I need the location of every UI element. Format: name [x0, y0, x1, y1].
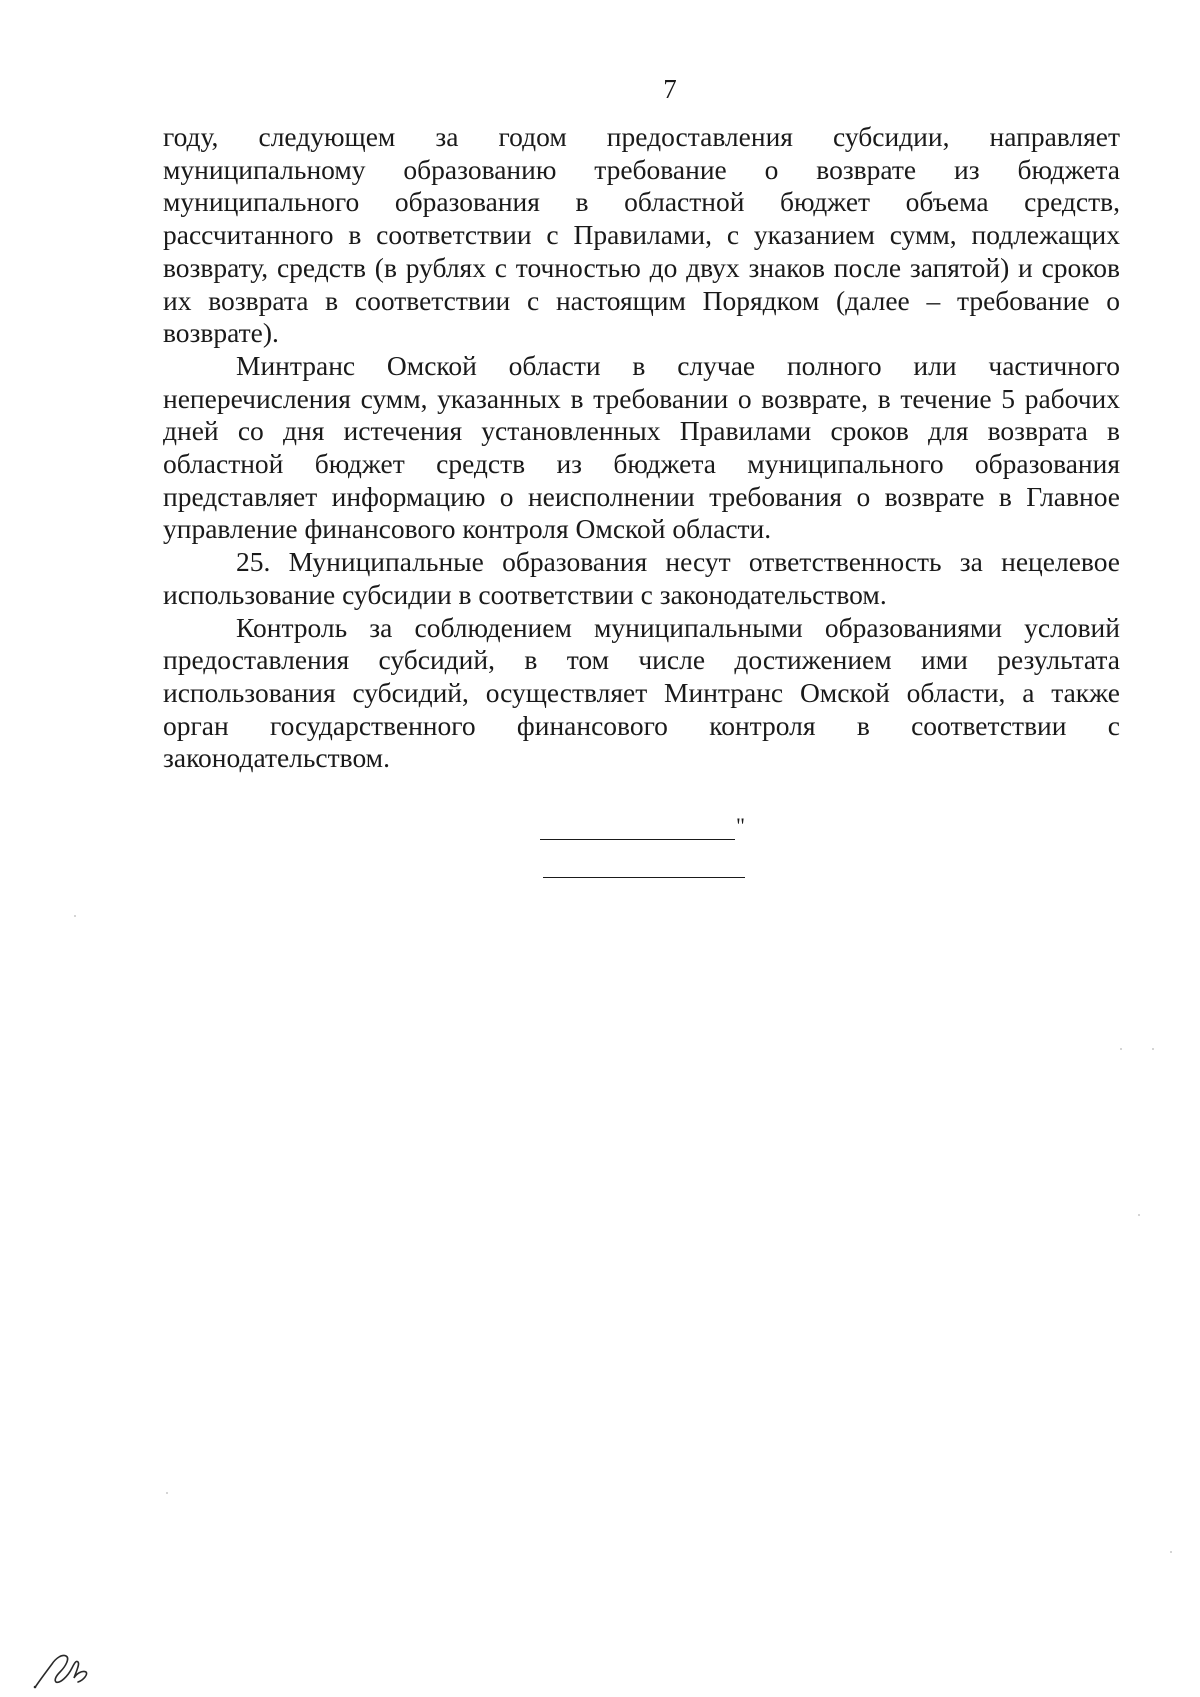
page-number: 7	[663, 74, 677, 104]
closing-rule-upper	[540, 839, 735, 840]
scan-speck	[1138, 1214, 1140, 1216]
scan-speck	[1170, 1551, 1172, 1553]
paragraph-refund-demand: году, следующем за годом предоставления субсидии, направляет муниципальному образованию требование о возврате из бюджета муниципального образования в областной бюджет объема средств, рассчитанного в соответствии с Правилами, с указанием сумм, подлежащих возврату, средств (в рублях с точностью до двух знаков после запятой) и сроков их возврата в соответствии с настоящим Порядком (далее – требование о возврате).	[163, 121, 1120, 349]
paragraph-control: Контроль за соблюдением муниципальными образованиями условий предоставления субсидий, в том числе достижением ими результата использования субсидий, осуществляет Минтранс Омской области, а также орган государственного финансового контроля в соответствии с законодательством.	[163, 611, 1120, 774]
scan-speck	[74, 915, 76, 917]
paragraph-responsibility: 25. Муниципальные образования несут ответственность за нецелевое использование субсидии в соответствии с законодательством.	[163, 546, 1120, 610]
closing-quote-mark: "	[736, 813, 745, 838]
closing-rule-lower	[543, 877, 745, 878]
scan-speck	[1152, 1048, 1154, 1050]
scan-speck	[166, 1492, 168, 1494]
scan-speck	[1120, 1048, 1122, 1050]
initials-mark	[32, 1650, 92, 1690]
document-body	[163, 121, 1120, 775]
paragraph-nonpayment-info: Минтранс Омской области в случае полного или частичного неперечисления сумм, указанных в требовании о возврате, в течение 5 рабочих дней со дня истечения установленных Правилами сроков для возврата в областной бюджет средств из бюджета муниципального образования представляет информацию о неисполнении требования о возврате в Главное управление финансового контроля Омской области.	[163, 349, 1120, 545]
